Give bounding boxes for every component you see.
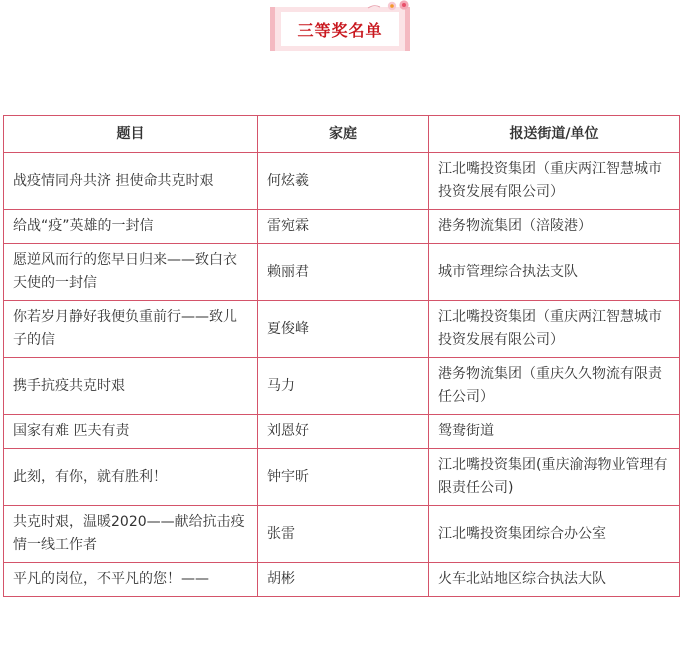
table-row [4, 563, 680, 597]
family-cell: 何炫羲 [258, 153, 429, 210]
unit-cell: 港务物流集团（涪陵港） [429, 210, 680, 244]
table-row [4, 358, 680, 415]
section-title-badge [270, 5, 410, 52]
family-cell: 夏俊峰 [258, 301, 429, 358]
topic-cell: 共克时艰，温暖2020——献给抗击疫情一线工作者 [4, 506, 258, 563]
table-row [4, 506, 680, 563]
family-cell: 赖丽君 [258, 244, 429, 301]
topic-cell: 平凡的岗位，不平凡的您！—— [4, 563, 258, 597]
unit-cell: 火车北站地区综合执法大队 [429, 563, 680, 597]
unit-cell: 江北嘴投资集团综合办公室 [429, 506, 680, 563]
table-row [4, 415, 680, 449]
unit-cell: 港务物流集团（重庆久久物流有限责任公司） [429, 358, 680, 415]
table-row [4, 449, 680, 506]
topic-cell: 战疫情同舟共济 担使命共克时艰 [4, 153, 258, 210]
column-header-family: 家庭 [258, 116, 429, 153]
unit-cell: 鸳鸯街道 [429, 415, 680, 449]
family-cell: 刘恩好 [258, 415, 429, 449]
topic-cell: 携手抗疫共克时艰 [4, 358, 258, 415]
topic-cell: 给战“疫”英雄的一封信 [4, 210, 258, 244]
table-header-row [4, 116, 680, 153]
table-row [4, 153, 680, 210]
family-cell: 雷宛霖 [258, 210, 429, 244]
award-table [3, 115, 680, 597]
unit-cell: 江北嘴投资集团(重庆渝海物业管理有限责任公司) [429, 449, 680, 506]
family-cell: 张雷 [258, 506, 429, 563]
flower-decoration-icon [366, 0, 412, 13]
table-row [4, 301, 680, 358]
topic-cell: 你若岁月静好我便负重前行——致儿子的信 [4, 301, 258, 358]
column-header-unit: 报送街道/单位 [429, 116, 680, 153]
table-row [4, 210, 680, 244]
topic-cell: 此刻，有你，就有胜利！ [4, 449, 258, 506]
title-inner [281, 12, 399, 46]
unit-cell: 江北嘴投资集团（重庆两江智慧城市投资发展有限公司） [429, 153, 680, 210]
title-frame [270, 7, 410, 51]
column-header-topic: 题目 [4, 116, 258, 153]
topic-cell: 愿逆风而行的您早日归来——致白衣天使的一封信 [4, 244, 258, 301]
page-title: 三等奖名单 [297, 20, 383, 40]
unit-cell: 江北嘴投资集团（重庆两江智慧城市投资发展有限公司） [429, 301, 680, 358]
table-row [4, 244, 680, 301]
unit-cell: 城市管理综合执法支队 [429, 244, 680, 301]
topic-cell: 国家有难 匹夫有责 [4, 415, 258, 449]
family-cell: 马力 [258, 358, 429, 415]
family-cell: 钟宇昕 [258, 449, 429, 506]
family-cell: 胡彬 [258, 563, 429, 597]
